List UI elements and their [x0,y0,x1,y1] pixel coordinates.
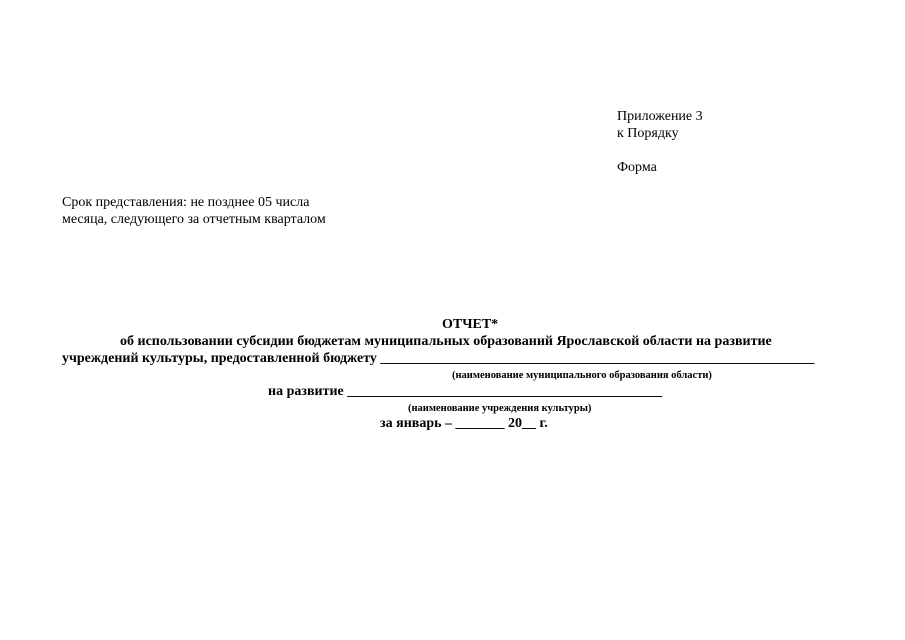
institution-hint: (наименование учреждения культуры) [408,403,592,414]
form-label: Форма [617,160,657,175]
deadline-line-1: Срок представления: не позднее 05 числа [62,195,310,210]
report-title: ОТЧЕТ* [442,317,499,332]
report-period: за январь – _______ 20__ г. [380,416,548,431]
deadline-line-2: месяца, следующего за отчетным кварталом [62,212,326,227]
report-subtitle-line-1: об использовании субсидии бюджетам муниципальных образований Ярославской области на развитие [120,334,772,349]
appendix-number: Приложение 3 [617,109,703,124]
report-subtitle-line-2: учреждений культуры, предоставленной бюджету ______________________________________________________________ [62,351,815,366]
development-line: на развитие _____________________________________________ [268,384,663,399]
municipality-hint: (наименование муниципального образования области) [452,370,712,381]
appendix-reference: к Порядку [617,126,679,141]
